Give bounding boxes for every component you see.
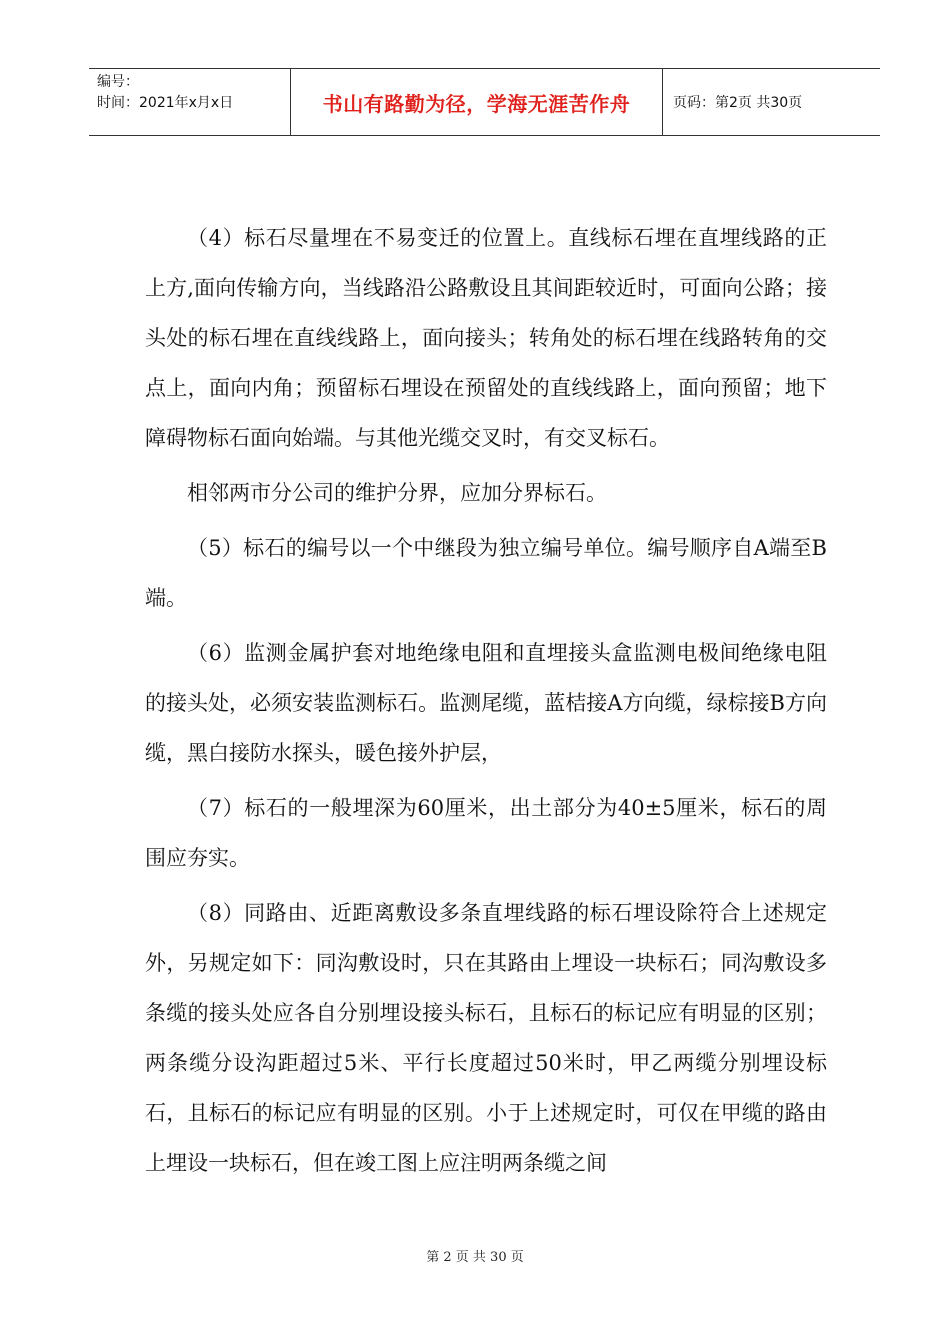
page-header [89, 68, 880, 136]
document-body [145, 213, 827, 1193]
paragraph: （8）同路由、近距离敷设多条直埋线路的标石埋设除符合上述规定外，另规定如下：同沟敷设时，只在其路由上埋设一块标石；同沟敷设多条缆的接头处应各自分别埋设接头标石，且标石的标记应有明显的区别；两条缆分设沟距超过5米、平行长度超过50米时，甲乙两缆分别埋设标石，且标石的标记应有明显的区别。小于上述规定时，可仅在甲缆的路由上埋设一块标石，但在竣工图上应注明两条缆之间 [145, 901, 827, 1175]
paragraph: （4）标石尽量埋在不易变迁的位置上。直线标石埋在直埋线路的正上方,面向传输方向，当线路沿公路敷设且其间距较近时，可面向公路；接头处的标石埋在直线线路上，面向接头；转角处的标石埋在线路转角的交点上，面向内角；预留标石埋设在预留处的直线线路上，面向预留；地下障碍物标石面向始端。与其他光缆交叉时，有交叉标石。 [145, 226, 827, 450]
header-motto: 书山有路勤为径，学海无涯苦作舟 [291, 69, 663, 135]
paragraph: 相邻两市分公司的维护分界，应加分界标石。 [187, 481, 607, 505]
header-page-info: 页码：第2页 共30页 [673, 95, 803, 111]
header-meta [89, 69, 291, 135]
paragraph: （6）监测金属护套对地绝缘电阻和直埋接头盒监测电极间绝缘电阻的接头处，必须安装监测标石。监测尾缆，蓝桔接A方向缆，绿棕接B方向缆，黑白接防水探头，暖色接外护层， [145, 641, 827, 765]
number-label: 编号： [97, 74, 139, 90]
time-label: 时间：2021年x月x日 [97, 95, 234, 111]
page-footer: 第 2 页 共 30 页 [426, 1250, 524, 1265]
paragraph: （7）标石的一般埋深为60厘米，出土部分为40±5厘米，标石的周围应夯实。 [145, 796, 827, 870]
paragraph: （5）标石的编号以一个中继段为独立编号单位。编号顺序自A端至B端。 [145, 536, 827, 610]
